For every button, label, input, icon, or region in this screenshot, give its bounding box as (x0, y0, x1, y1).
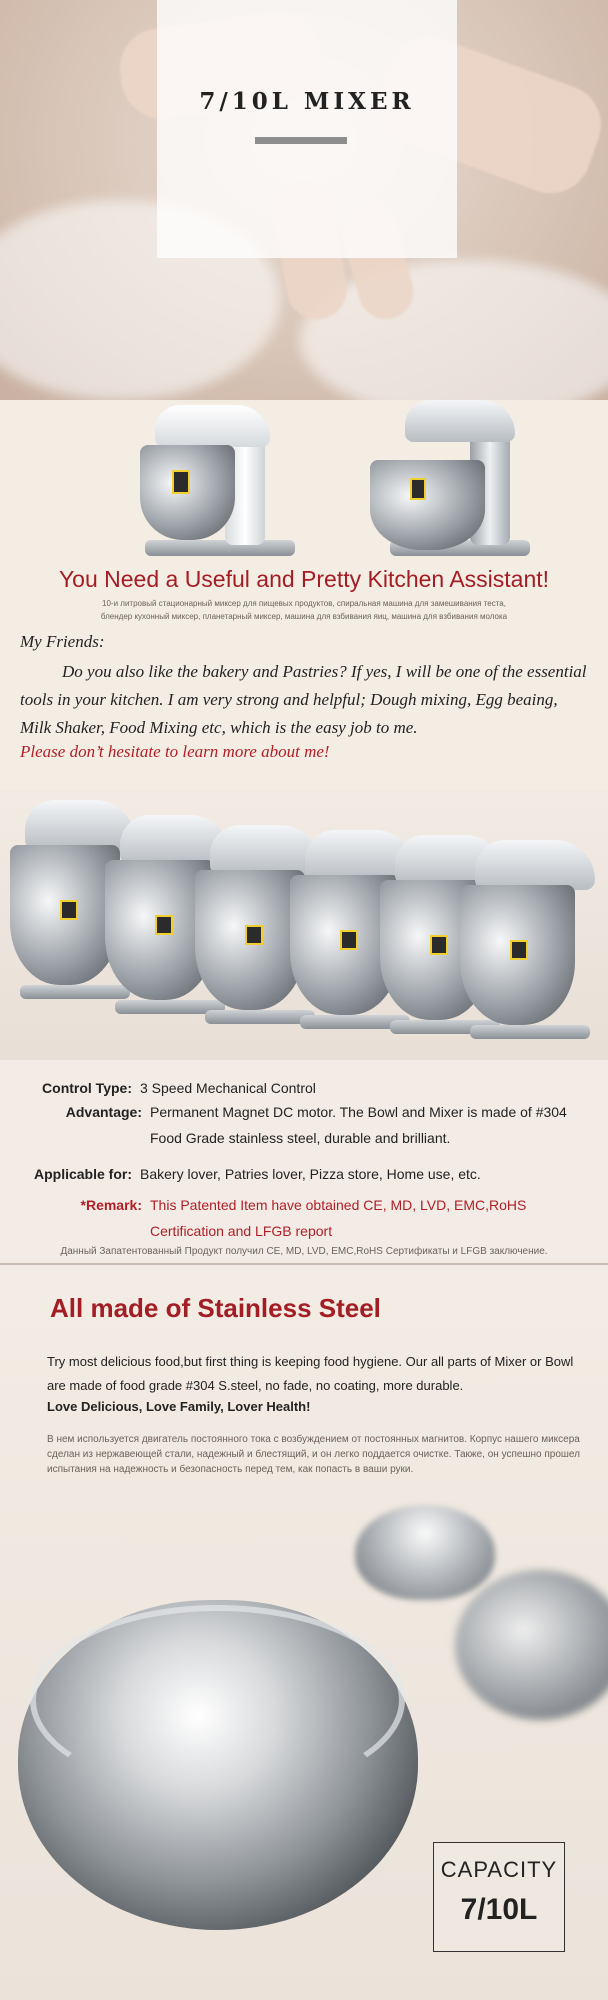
mixer-silver-image (370, 400, 560, 570)
remark-value: This Patented Item have obtained CE, MD, LVD, EMC,RoHS Certification and LFGB report (150, 1197, 527, 1239)
spec-value: Bakery lover, Patries lover, Pizza store, Home use, etc. (140, 1166, 481, 1182)
capacity-label: CAPACITY (440, 1857, 558, 1882)
spec-key: Control Type: (42, 1080, 132, 1096)
russian-certification-note: Данный Запатентованный Продукт получил CE, MD, LVD, EMC,RoHS Сертификаты и LFGB заключение. (60, 1246, 548, 1257)
russian-subtitle: блендер кухонный миксер, планетарный миксер, машина для взбивания яиц, машина для взбивания молока (100, 612, 508, 621)
capacity-value: 7/10L (460, 1893, 538, 1926)
spec-value: Permanent Magnet DC motor. The Bowl and Mixer is made of #304 Food Grade stainless steel, durable and brilliant. (150, 1104, 567, 1146)
capacity-box (433, 1842, 565, 1952)
spec-row-advantage (0, 1099, 590, 1151)
bowl-small-image (355, 1505, 495, 1600)
hero-banner (0, 0, 608, 400)
title-underline (255, 137, 347, 144)
spec-key: Advantage: (65, 1104, 142, 1120)
spec-row-applicable (0, 1161, 570, 1187)
intro-headline: You Need a Useful and Pretty Kitchen Assistant! (58, 566, 550, 592)
intro-paragraph: Do you also like the bakery and Pastries? If yes, I will be one of the essential tools in your kitchen. I am very strong and helpful; Dough mixing, Egg beaing, Milk Shaker, Food Mixing etc, which is the easy job to me. (20, 662, 587, 737)
flour-texture (300, 260, 608, 400)
mixer-white-image (140, 400, 310, 560)
spec-row-control (0, 1075, 570, 1101)
remark-key: *Remark: (80, 1197, 142, 1213)
spec-key: Applicable for: (33, 1166, 132, 1182)
greeting: My Friends: (20, 632, 105, 651)
russian-subtitle: 10-и литровый стационарный миксер для пищевых продуктов, спиральная машина для замешивания теста, (102, 599, 506, 608)
steel-slogan: Love Delicious, Love Family, Lover Health! (47, 1399, 311, 1414)
intro-cta: Please don’t hesitate to learn more about me! (20, 742, 330, 761)
steel-russian-paragraph: В нем используется двигатель постоянного тока с возбуждением от постоянных магнитов. Корпус нашего миксера сделан из нержавеющей стали, надежный и блестящий, и он легко поддается очистке. Также, он успешно прошел испытания на надежность и безопасность перед тем, как попасть в ваши руки. (47, 1434, 580, 1475)
spec-row-remark (0, 1192, 590, 1244)
title-card (157, 0, 457, 258)
bowl-large-rim (30, 1605, 405, 1795)
spec-value: 3 Speed Mechanical Control (140, 1080, 316, 1096)
page-title: 7/10L MIXER (199, 88, 415, 115)
mixer-lineup-image (0, 790, 608, 1060)
steel-paragraph: Try most delicious food,but first thing is keeping food hygiene. Our all parts of Mixer or Bowl are made of food grade #304 S.steel, no fade, no coating, more durable. (47, 1354, 574, 1393)
steel-title: All made of Stainless Steel (50, 1293, 381, 1323)
